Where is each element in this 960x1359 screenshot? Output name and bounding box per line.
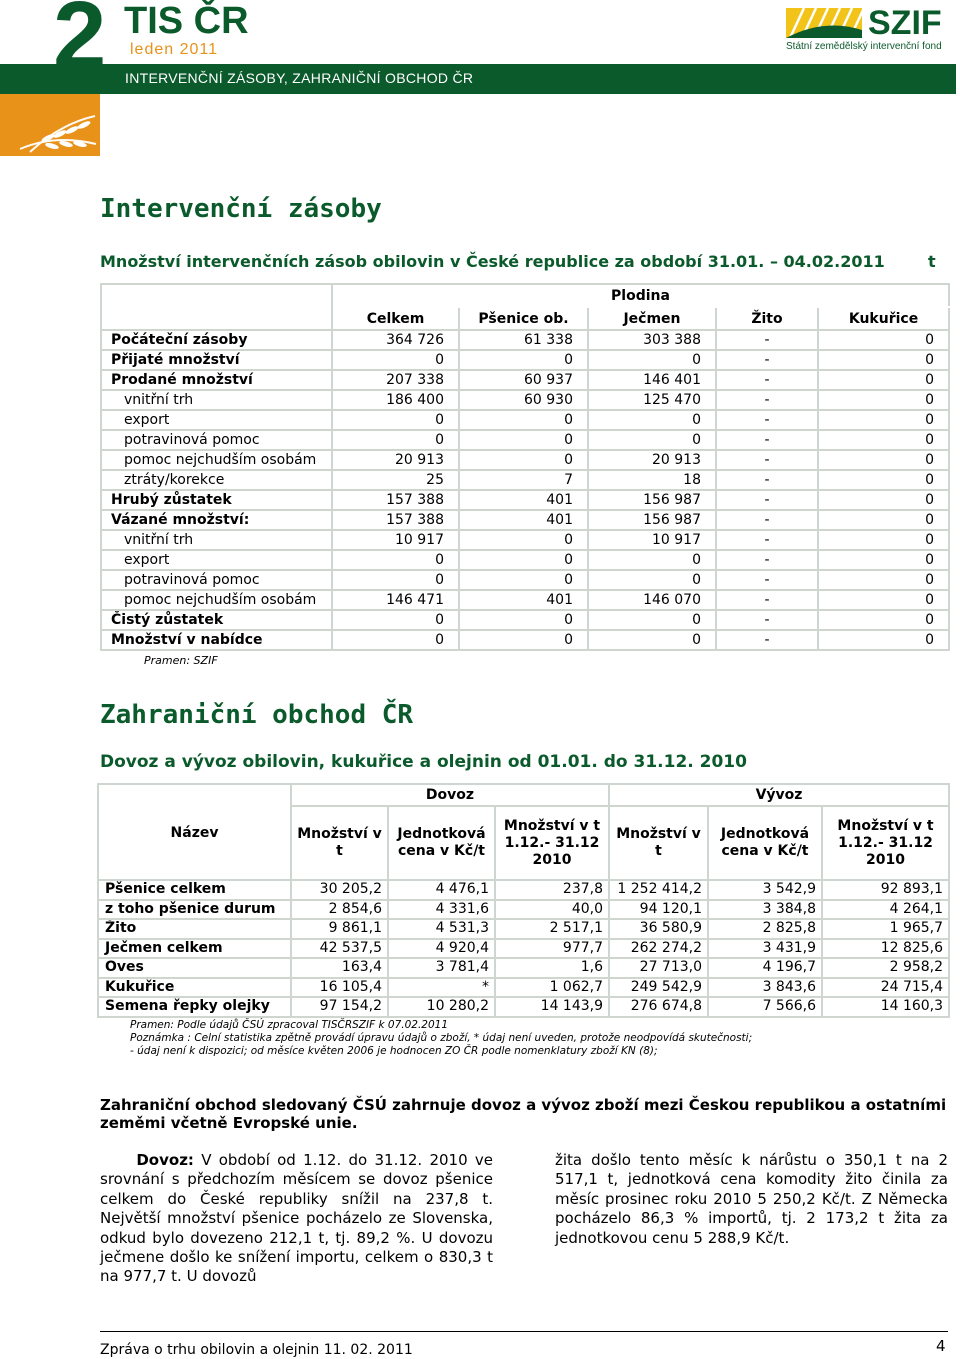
table-cell: 20 913 — [588, 450, 716, 470]
row-label: Ječmen celkem — [98, 939, 291, 959]
table-row — [101, 370, 949, 390]
table-cell: 3 431,9 — [708, 939, 822, 959]
table-cell: 4 196,7 — [708, 958, 822, 978]
export-header: Vývoz — [609, 784, 949, 806]
table-cell: 40,0 — [495, 900, 609, 920]
section-title-foreign-trade: Zahraniční obchod ČR — [100, 700, 414, 730]
table-cell: 0 — [588, 410, 716, 430]
table-cell: - — [716, 470, 818, 490]
table-cell: - — [716, 530, 818, 550]
column-header: Kukuřice — [818, 307, 949, 330]
table-cell: 207 338 — [332, 370, 459, 390]
table-row — [101, 430, 949, 450]
lead-paragraph: Zahraniční obchod sledovaný ČSÚ zahrnuje dovoz a vývoz zboží mezi Českou republikou a ostatními zeměmi včetně Evropské unie. — [100, 1096, 947, 1132]
row-label: pomoc nejchudším osobám — [101, 590, 332, 610]
table-cell: 0 — [332, 410, 459, 430]
export-price-header: Jednotková cena v Kč/t — [708, 806, 822, 880]
table-cell: 94 120,1 — [609, 900, 708, 920]
table-row — [98, 919, 949, 939]
row-label: vnitřní trh — [101, 530, 332, 550]
table-row — [101, 350, 949, 370]
table-cell: 276 674,8 — [609, 997, 708, 1017]
table-row — [101, 450, 949, 470]
issue-number: 2 — [53, 0, 103, 89]
table-cell: 1 965,7 — [822, 919, 949, 939]
row-label: Žito — [98, 919, 291, 939]
row-label: ztráty/korekce — [101, 470, 332, 490]
import-keyword: Dovoz: — [136, 1151, 194, 1169]
table-cell: 0 — [818, 470, 949, 490]
table-cell: 0 — [588, 350, 716, 370]
table-cell: - — [716, 610, 818, 630]
table-cell: 18 — [588, 470, 716, 490]
table-cell: 10 280,2 — [388, 997, 495, 1017]
table-cell: 0 — [332, 350, 459, 370]
column-header: Celkem — [332, 307, 459, 330]
table-cell: 1 252 414,2 — [609, 880, 708, 900]
table-cell: 20 913 — [332, 450, 459, 470]
table-cell: 237,8 — [495, 880, 609, 900]
export-qty-header: Množství v t — [609, 806, 708, 880]
table-cell: 92 893,1 — [822, 880, 949, 900]
table-cell: 0 — [818, 610, 949, 630]
table-cell: 303 388 — [588, 330, 716, 350]
row-label: Semena řepky olejky — [98, 997, 291, 1017]
table-cell: 4 264,1 — [822, 900, 949, 920]
page-number: 4 — [936, 1337, 946, 1355]
table-cell: - — [716, 510, 818, 530]
table-cell: 0 — [818, 490, 949, 510]
row-label: Množství v nabídce — [101, 630, 332, 650]
table-cell: 4 920,4 — [388, 939, 495, 959]
table-row — [98, 939, 949, 959]
table-cell: 0 — [588, 630, 716, 650]
table-cell: 14 160,3 — [822, 997, 949, 1017]
body-column-left — [100, 1151, 493, 1287]
table-cell: * — [388, 978, 495, 998]
table-row — [98, 958, 949, 978]
table-row — [98, 997, 949, 1017]
table-cell: 0 — [459, 410, 588, 430]
table-cell: 186 400 — [332, 390, 459, 410]
table-cell: - — [716, 450, 818, 470]
row-label: Počáteční zásoby — [101, 330, 332, 350]
table-cell: 2 825,8 — [708, 919, 822, 939]
table-row — [101, 490, 949, 510]
row-label: vnitřní trh — [101, 390, 332, 410]
table-cell: 24 715,4 — [822, 978, 949, 998]
table-row — [101, 330, 949, 350]
section-title-intervention-stocks: Intervenční zásoby — [100, 194, 382, 224]
brand-title: TIS ČR — [124, 0, 249, 42]
table-cell: 0 — [818, 510, 949, 530]
table-cell: - — [716, 370, 818, 390]
table-cell: 0 — [818, 370, 949, 390]
trade-remark-note-2: - údaj není k dispozici; od měsíce květen 2006 je hodnocen ZO ČR podle nomenklatury zboží KN (8); — [130, 1045, 658, 1057]
table-cell: 30 205,2 — [291, 880, 388, 900]
table-cell: 0 — [332, 610, 459, 630]
import-qty-header: Množství v t — [291, 806, 388, 880]
table-cell: 1,6 — [495, 958, 609, 978]
table-cell: 12 825,6 — [822, 939, 949, 959]
table-cell: 401 — [459, 590, 588, 610]
row-label: z toho pšenice durum — [98, 900, 291, 920]
table-cell: 2 854,6 — [291, 900, 388, 920]
table-cell: - — [716, 490, 818, 510]
table-cell: 249 542,9 — [609, 978, 708, 998]
import-period-header: Množství v t 1.12.- 31.12 2010 — [495, 806, 609, 880]
table-cell: - — [716, 550, 818, 570]
table-cell: - — [716, 590, 818, 610]
table-cell: 60 937 — [459, 370, 588, 390]
table-cell: 4 531,3 — [388, 919, 495, 939]
table-row — [101, 510, 949, 530]
row-label: potravinová pomoc — [101, 430, 332, 450]
column-header: Ječmen — [588, 307, 716, 330]
table-cell: 0 — [588, 430, 716, 450]
table-row — [98, 978, 949, 998]
table-cell: 0 — [459, 550, 588, 570]
table-cell: - — [716, 390, 818, 410]
table-cell: 36 580,9 — [609, 919, 708, 939]
column-header: Žito — [716, 307, 818, 330]
table-cell: 27 713,0 — [609, 958, 708, 978]
unit-label: t — [928, 252, 936, 271]
issue-date: leden 2011 — [130, 41, 218, 58]
table-cell: 0 — [818, 530, 949, 550]
table-cell: 146 471 — [332, 590, 459, 610]
row-label: Hrubý zůstatek — [101, 490, 332, 510]
table-cell: 0 — [459, 630, 588, 650]
table-row — [101, 470, 949, 490]
table-row — [101, 410, 949, 430]
table-cell: 0 — [459, 530, 588, 550]
table-cell: 157 388 — [332, 510, 459, 530]
table-cell: 4 331,6 — [388, 900, 495, 920]
table-cell: 0 — [818, 450, 949, 470]
table-row — [101, 390, 949, 410]
table-cell: 0 — [818, 390, 949, 410]
table-cell: 0 — [332, 570, 459, 590]
body-text-left: V období od 1.12. do 31.12. 2010 ve srovnání s předchozím měsícem se dovoz pšenice celkem do České republiky snížil na 237,8 t. Největší množství pšenice pocházelo ze Slovenska, odkud bylo dovezeno 212,1 t, tj. 89,2 %. U dovozu ječmene došlo ke snížení importu, celkem o 830,3 t na 977,7 t. U dovozů — [100, 1151, 494, 1286]
table-cell: 146 070 — [588, 590, 716, 610]
table-cell: 163,4 — [291, 958, 388, 978]
table-cell: 9 861,1 — [291, 919, 388, 939]
table-cell: 401 — [459, 510, 588, 530]
header-subtitle: INTERVENČNÍ ZÁSOBY, ZAHRANIČNÍ OBCHOD ČR — [125, 70, 474, 86]
row-label: potravinová pomoc — [101, 570, 332, 590]
row-label: Oves — [98, 958, 291, 978]
footer-text: Zpráva o trhu obilovin a olejnin 11. 02. 2011 — [100, 1342, 413, 1358]
table-cell: - — [716, 350, 818, 370]
table-source-note: Pramen: SZIF — [144, 654, 218, 667]
table-cell: 0 — [588, 570, 716, 590]
table-row — [101, 610, 949, 630]
wheat-icon — [0, 94, 100, 156]
table-row — [98, 900, 949, 920]
table-cell: 262 274,2 — [609, 939, 708, 959]
table-cell: - — [716, 430, 818, 450]
crop-group-header: Plodina — [332, 284, 949, 307]
table-row — [101, 630, 949, 650]
row-label: Prodané množství — [101, 370, 332, 390]
row-label: export — [101, 410, 332, 430]
table-cell: 10 917 — [332, 530, 459, 550]
table-cell: 0 — [332, 630, 459, 650]
trade-remark-note: Poznámka : Celní statistika zpětně provádí úpravu údajů o zboží, * údaj není uveden, protože neodpovídá skutečnosti; — [130, 1032, 753, 1044]
table-corner-cell — [101, 284, 332, 330]
table-cell: 0 — [818, 330, 949, 350]
table-cell: 3 843,6 — [708, 978, 822, 998]
table-cell: 0 — [818, 570, 949, 590]
table-cell: 0 — [459, 350, 588, 370]
row-label: Čistý zůstatek — [101, 610, 332, 630]
table-cell: 0 — [459, 450, 588, 470]
table-cell: 146 401 — [588, 370, 716, 390]
table-cell: 364 726 — [332, 330, 459, 350]
import-header: Dovoz — [291, 784, 609, 806]
szif-logo-text: SZIF — [868, 4, 942, 42]
table-cell: - — [716, 410, 818, 430]
table-cell: 4 476,1 — [388, 880, 495, 900]
table-cell: 156 987 — [588, 510, 716, 530]
table-cell: 0 — [818, 550, 949, 570]
table-cell: 0 — [818, 410, 949, 430]
row-label: Kukuřice — [98, 978, 291, 998]
row-label: Vázané množství: — [101, 510, 332, 530]
export-period-header: Množství v t 1.12.- 31.12 2010 — [822, 806, 949, 880]
table-row — [101, 570, 949, 590]
footer-divider — [100, 1331, 948, 1332]
table-cell: 0 — [459, 570, 588, 590]
row-label: pomoc nejchudším osobám — [101, 450, 332, 470]
table-cell: 2 517,1 — [495, 919, 609, 939]
row-label: Pšenice celkem — [98, 880, 291, 900]
table-cell: 401 — [459, 490, 588, 510]
table-cell: 10 917 — [588, 530, 716, 550]
table-cell: 0 — [332, 550, 459, 570]
foreign-trade-table — [97, 783, 950, 1018]
table-cell: 60 930 — [459, 390, 588, 410]
table-cell: - — [716, 570, 818, 590]
intervention-stocks-table — [100, 283, 950, 651]
table-cell: 0 — [818, 350, 949, 370]
table-cell: 2 958,2 — [822, 958, 949, 978]
table-cell: 16 105,4 — [291, 978, 388, 998]
table-cell: 0 — [588, 610, 716, 630]
section-subtitle-foreign-trade: Dovoz a vývoz obilovin, kukuřice a olejnin od 01.01. do 31.12. 2010 — [100, 752, 747, 772]
table-cell: 14 143,9 — [495, 997, 609, 1017]
table-cell: 97 154,2 — [291, 997, 388, 1017]
table-cell: 25 — [332, 470, 459, 490]
table-cell: 125 470 — [588, 390, 716, 410]
table-cell: 977,7 — [495, 939, 609, 959]
table-cell: 7 — [459, 470, 588, 490]
table-cell: 156 987 — [588, 490, 716, 510]
table-cell: 0 — [588, 550, 716, 570]
table-cell: 0 — [818, 590, 949, 610]
body-text-right: žita došlo tento měsíc k nárůstu o 350,1 t na 2 517,1 t, jednotková cena komodity žito činila za měsíc prosinec roku 2010 5 250,2 Kč/t. Z Německa pocházelo 86,3 % importů, tj. 2 173,2 t žita za jednotkovou cenu 5 288,9 Kč/t. — [555, 1151, 948, 1247]
table-cell: 42 537,5 — [291, 939, 388, 959]
table-cell: 0 — [332, 430, 459, 450]
table-row — [101, 590, 949, 610]
wheat-emblem — [0, 94, 100, 156]
body-column-right — [555, 1151, 948, 1248]
name-header: Název — [98, 784, 291, 880]
table-cell: 0 — [459, 430, 588, 450]
table-cell: 3 542,9 — [708, 880, 822, 900]
table-cell: 157 388 — [332, 490, 459, 510]
table-cell: 7 566,6 — [708, 997, 822, 1017]
table-cell: 3 781,4 — [388, 958, 495, 978]
table-cell: 3 384,8 — [708, 900, 822, 920]
table-cell: 0 — [818, 430, 949, 450]
table-cell: - — [716, 630, 818, 650]
table-cell: 0 — [459, 610, 588, 630]
table-cell: 0 — [818, 630, 949, 650]
table-row — [101, 530, 949, 550]
trade-source-note: Pramen: Podle údajů ČSÚ zpracoval TISČRSZIF k 07.02.2011 — [130, 1019, 449, 1031]
table-row — [98, 880, 949, 900]
row-label: export — [101, 550, 332, 570]
section-subtitle-intervention-stocks: Množství intervenčních zásob obilovin v České republice za období 31.01. – 04.02.2011 — [100, 252, 885, 271]
szif-logo-subtitle: Státní zemědělský intervenční fond — [786, 41, 942, 52]
table-cell: - — [716, 330, 818, 350]
table-cell: 1 062,7 — [495, 978, 609, 998]
column-header: Pšenice ob. — [459, 307, 588, 330]
szif-logo-icon — [786, 8, 862, 38]
table-cell: 61 338 — [459, 330, 588, 350]
table-row — [101, 550, 949, 570]
import-price-header: Jednotková cena v Kč/t — [388, 806, 495, 880]
row-label: Přijaté množství — [101, 350, 332, 370]
